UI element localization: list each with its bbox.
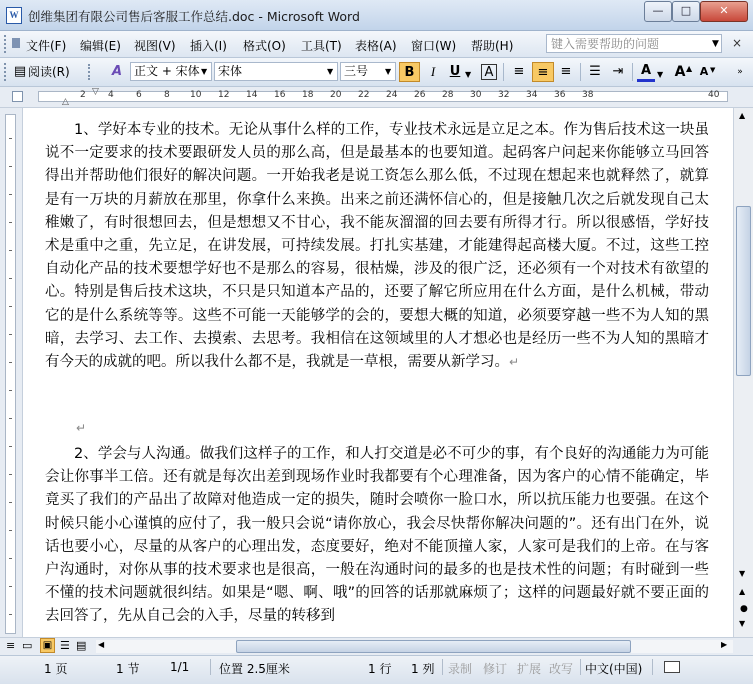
vertical-ruler-tick (9, 222, 12, 223)
menu-view[interactable]: 视图(V) (134, 39, 176, 53)
paragraph-technical-skills[interactable] (45, 119, 709, 374)
font-size-dropdown-icon[interactable]: ▼ (385, 67, 392, 76)
paragraph-communication[interactable] (45, 443, 709, 629)
ruler-mark: 34 (526, 90, 538, 100)
ruler-mark: 40 (708, 90, 720, 100)
vertical-ruler-tick (9, 250, 12, 251)
paragraph-1-text: 1、学好本专业的技术。无论从事什么样的工作，专业技术永远是立足之本。作为售后技术这一块虽说不一定要求的技术要跟研发人员的那么高，但是最基本的也要知道。起码客户问起来你能够立马回答得出并帮助他们很好的解决问题。一开始我老是说工资怎么那么低，不过现在想起来也就释然了，就算是有一万块的月薪放在那里，你拿什么来换。出来之前还满怀信心的，但是接触几次之后就发现自己太稚嫩了，有时很想回去，但是想想又不甘心，我不能灰溜溜的回去要有所得才行。所以很感悟，学好技术是重中之重，先立足，在讲发展，可持续发展。打扎实基建，才能建得起高楼大厦。不过，这些工控自动化产品的技术要想学好也不是那么的容易，很枯燥，涉及的很广泛，还必须有一个对技术有欲望的心。特别是售后技术这块，不只是只知道本产品的，还要了解它所应用在什么方面，是什么机械，带动它的是什么系统等等。这些不可能一天能够学的会的，要想大概的知道，必须要穿越一些不为人知的黑暗，去学习、去工作、去摸索、去思考。我相信在这领域里的人才想必也是经历一些不为人知的黑暗才有今天的成就的吧。所以我什么都不是，我就是一草根，需要从新学习。 (45, 122, 709, 371)
ruler-mark: 32 (498, 90, 510, 100)
status-section[interactable]: 1 节 (116, 662, 140, 676)
vertical-ruler-tick (9, 362, 12, 363)
ruler-mark: 18 (302, 90, 314, 100)
status-separator (442, 659, 443, 675)
status-separator (580, 659, 581, 675)
toolbar-grip[interactable] (4, 63, 9, 81)
vertical-ruler-tick (9, 474, 12, 475)
ruler-mark: 22 (358, 90, 370, 100)
paragraph-2-text: 2、学会与人沟通。做我们这样子的工作，和人打交道是必不可少的事，有个良好的沟通能力为可能会让你事半工倍。还有就是每次出差到现场作业时我都要有个心理准备，因为客户的心情不能确定，毕竟买了我们的产品出了故障对他造成一定的损失，随时会喷你一脸口水，所以抗压能力也要强。在这个时候只能小心谨慎的应付了，我一般只会说“请你放心，我会尽快帮你解决问题的”。还有出门在外，说话也要小心，尽量的从客户的心理出发，态度要好，绝对不能顶撞人家，人家可是我们的上帝。在与客户沟通时，对你从事的技术要求也是很高，一般在沟通时问的最多的也是技术性的问题；有时碰到一些不懂的技术问题就很纠结。如果是“嗯、啊、哦”的回答的话那就麻烦了；这样的问题最好就不要正面的去回答了，先从自己会的入手，尽量的转移到 (45, 446, 709, 625)
style-dropdown-icon[interactable]: ▼ (201, 67, 208, 76)
print-layout-view-icon[interactable]: ▣ (40, 638, 55, 653)
align-center-icon[interactable]: ≡ (532, 62, 554, 82)
toolbar-grip-2[interactable] (88, 64, 98, 80)
status-bar (0, 655, 753, 684)
status-position[interactable]: 位置 2.5厘米 (219, 662, 290, 676)
document-icon (12, 38, 20, 48)
menu-insert[interactable]: 插入(I) (190, 39, 227, 53)
status-separator (210, 659, 211, 675)
formatting-toolbar (0, 58, 753, 87)
status-record[interactable]: 录制 (448, 662, 473, 676)
minimize-button[interactable]: — (644, 1, 672, 22)
status-page[interactable]: 1 页 (44, 662, 68, 676)
close-button[interactable]: ✕ (700, 1, 748, 22)
vertical-ruler-strip[interactable] (5, 114, 16, 634)
status-line[interactable]: 1 行 (368, 662, 392, 676)
vertical-ruler-tick (9, 614, 12, 615)
web-view-icon[interactable]: ▭ (22, 639, 33, 652)
vertical-scrollbar[interactable] (733, 108, 753, 637)
status-extend[interactable]: 扩展 (517, 662, 542, 676)
first-line-indent-icon[interactable]: ▽ (92, 87, 99, 97)
ruler-mark: 10 (190, 90, 202, 100)
vertical-ruler-tick (9, 586, 12, 587)
scroll-right-icon[interactable]: ▶ (721, 640, 728, 649)
ruler-mark: 4 (108, 90, 114, 100)
menu-format[interactable]: 格式(O) (243, 39, 286, 53)
help-search-input[interactable]: 键入需要帮助的问题 (546, 34, 722, 53)
horizontal-ruler (0, 87, 753, 108)
ruler-mark: 14 (246, 90, 258, 100)
menu-tools[interactable]: 工具(T) (301, 39, 342, 53)
menu-table[interactable]: 表格(A) (355, 39, 397, 53)
shrink-font-button[interactable]: A (699, 65, 709, 78)
vertical-ruler-tick (9, 334, 12, 335)
vertical-ruler-tick (9, 530, 12, 531)
indent-icon[interactable]: ⇥ (612, 64, 624, 79)
toolbar-options-icon[interactable]: » (737, 67, 743, 77)
paragraph-mark-icon: ↵ (509, 355, 520, 370)
vertical-ruler-tick (9, 446, 12, 447)
italic-button[interactable]: I (430, 64, 436, 79)
align-right-icon[interactable]: ≡ (560, 64, 572, 79)
ruler-mark: 20 (330, 90, 342, 100)
ruler-mark: 38 (582, 90, 594, 100)
word-app-icon[interactable]: W (6, 7, 22, 24)
vertical-ruler-tick (9, 502, 12, 503)
next-page-icon[interactable]: ▼ (739, 619, 746, 628)
horizontal-scroll-thumb[interactable] (236, 640, 631, 653)
status-column[interactable]: 1 列 (411, 662, 435, 676)
toolbar-separator (632, 63, 633, 81)
style-select[interactable]: 正文 + 宋体 (130, 62, 212, 81)
grow-font-button[interactable]: A (674, 64, 686, 80)
status-separator (652, 659, 653, 675)
previous-page-icon[interactable]: ▲ (739, 587, 746, 596)
outline-view-icon[interactable]: ☰ (60, 639, 70, 652)
reading-layout-icon[interactable]: ▤ (13, 64, 27, 79)
ruler-mark: 24 (386, 90, 398, 100)
menu-bar (0, 31, 753, 58)
bold-button[interactable]: B (399, 62, 420, 82)
vertical-ruler-tick (9, 166, 12, 167)
toolbar-separator (503, 63, 504, 81)
vertical-ruler-tick (9, 418, 12, 419)
select-browse-object-icon[interactable]: ● (740, 604, 748, 614)
underline-dropdown-icon[interactable]: ▼ (465, 70, 472, 79)
horizontal-scrollbar[interactable] (96, 640, 733, 653)
document-close-icon[interactable]: × (732, 36, 743, 50)
underline-button[interactable]: U (449, 64, 461, 79)
vertical-ruler (0, 108, 23, 637)
vertical-ruler-tick (9, 278, 12, 279)
ruler-mark: 12 (218, 90, 230, 100)
help-dropdown-icon[interactable]: ▼ (712, 39, 719, 49)
reading-mode-button[interactable]: 阅读(R) (28, 65, 70, 79)
toolbar-separator (580, 63, 581, 81)
ruler-mark: 26 (414, 90, 426, 100)
tab-selector-icon[interactable] (12, 91, 23, 102)
font-select[interactable]: 宋体 (214, 62, 338, 81)
menu-help[interactable]: 帮助(H) (471, 39, 514, 53)
styles-formatting-icon[interactable]: A (111, 64, 123, 79)
hanging-indent-icon[interactable]: △ (62, 97, 69, 107)
ruler-mark: 30 (470, 90, 482, 100)
reading-view-icon[interactable]: ▤ (76, 639, 87, 652)
character-border-button[interactable]: A (481, 64, 497, 80)
scroll-up-icon[interactable]: ▲ (739, 111, 746, 120)
empty-paragraph-mark-icon: ↵ (76, 421, 87, 435)
vertical-ruler-tick (9, 558, 12, 559)
scroll-left-icon[interactable]: ◀ (98, 640, 105, 649)
menu-file[interactable]: 文件(F) (26, 39, 67, 53)
ruler-mark: 36 (554, 90, 566, 100)
title-bar (0, 0, 753, 31)
shrink-font-arrow-icon: ▼ (710, 66, 716, 74)
vertical-ruler-tick (9, 306, 12, 307)
vertical-ruler-tick (9, 138, 12, 139)
font-dropdown-icon[interactable]: ▼ (327, 67, 334, 76)
align-left-icon[interactable]: ≡ (513, 64, 525, 79)
ruler-mark: 2 (80, 90, 86, 100)
menu-grip[interactable] (4, 35, 9, 53)
ruler-mark: 6 (136, 90, 142, 100)
numbered-list-icon[interactable]: ☰ (589, 64, 601, 79)
maximize-button[interactable]: □ (672, 1, 700, 22)
scroll-down-icon[interactable]: ▼ (739, 569, 746, 578)
normal-view-icon[interactable]: ≡ (6, 639, 16, 652)
vertical-ruler-tick (9, 194, 12, 195)
vertical-ruler-tick (9, 390, 12, 391)
ruler-mark: 8 (164, 90, 170, 100)
font-color-button[interactable]: A (637, 62, 655, 82)
view-bar (0, 637, 753, 655)
status-overtype[interactable]: 改写 (549, 662, 574, 676)
status-language[interactable]: 中文(中国) (585, 662, 643, 676)
vertical-scroll-thumb[interactable] (736, 206, 751, 376)
status-track-changes[interactable]: 修订 (483, 662, 508, 676)
menu-window[interactable]: 窗口(W) (411, 39, 457, 53)
status-page-of[interactable]: 1/1 (170, 660, 190, 674)
document-canvas[interactable] (0, 108, 733, 637)
ruler-mark: 16 (274, 90, 286, 100)
font-color-dropdown-icon[interactable]: ▼ (657, 70, 664, 79)
spelling-status-icon[interactable] (664, 661, 680, 673)
menu-edit[interactable]: 编辑(E) (80, 39, 121, 53)
window-title: 创维集团有限公司售后客服工作总结.doc - Microsoft Word (28, 9, 360, 24)
font-size-select[interactable]: 三号 (340, 62, 396, 81)
grow-font-arrow-icon: ▲ (686, 64, 693, 73)
ruler-mark: 28 (442, 90, 454, 100)
